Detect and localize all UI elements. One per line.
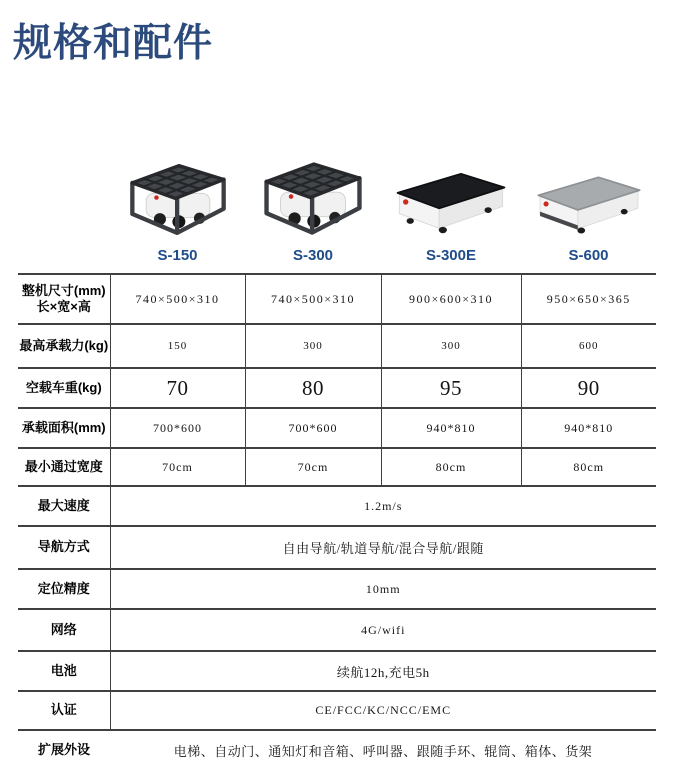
table-row [18, 408, 656, 448]
spec-row-label: 定位精度 [18, 569, 110, 609]
table-row [18, 324, 656, 368]
table-row [18, 526, 656, 569]
table-row [18, 651, 656, 691]
product-name-s150: S-150 [157, 247, 198, 264]
product-s600 [521, 148, 656, 264]
spec-value-cell: 600 [521, 324, 656, 368]
spec-merged-value: 4G/wifi [110, 609, 656, 651]
spec-value-cell: 70cm [110, 448, 245, 486]
spec-value-cell: 150 [110, 324, 245, 368]
spec-merged-value: 10mm [110, 569, 656, 609]
table-row [18, 274, 656, 324]
table-row [18, 368, 656, 408]
spec-row-label: 网络 [18, 609, 110, 651]
spec-value-cell: 95 [381, 368, 521, 408]
spec-row-label-line1: 整机尺寸(mm) [21, 282, 106, 298]
spec-row-label: 承载面积(mm) [18, 408, 110, 448]
spec-row-label: 扩展外设 [18, 730, 110, 770]
product-s150 [110, 148, 245, 264]
table-row [18, 448, 656, 486]
spec-table [18, 273, 656, 770]
spec-value-cell: 70cm [245, 448, 381, 486]
spec-row-label: 空载车重(kg) [18, 368, 110, 408]
product-row [110, 148, 656, 264]
table-row [18, 730, 656, 770]
spec-value-cell: 740×500×310 [245, 274, 381, 324]
spec-row-label: 最小通过宽度 [18, 448, 110, 486]
flat-robot-black-icon [392, 163, 510, 240]
spec-value-cell: 740×500×310 [110, 274, 245, 324]
spec-row-label: 认证 [18, 691, 110, 730]
spec-value-cell: 950×650×365 [521, 274, 656, 324]
spec-value-cell: 300 [245, 324, 381, 368]
spec-row-label: 最大速度 [18, 486, 110, 526]
spec-row-label: 电池 [18, 651, 110, 691]
flat-robot-gray-image [531, 148, 647, 240]
spec-merged-value: 电梯、自动门、通知灯和音箱、呼叫器、跟随手环、辊筒、箱体、货架 [110, 730, 656, 770]
spec-merged-value: 1.2m/s [110, 486, 656, 526]
spec-row-label: 最高承载力(kg) [18, 324, 110, 368]
table-row [18, 486, 656, 526]
table-row [18, 569, 656, 609]
product-name-s300e: S-300E [425, 247, 477, 264]
spec-merged-value: 自由导航/轨道导航/混合导航/跟随 [110, 526, 656, 569]
spec-value-cell: 70 [110, 368, 245, 408]
flat-robot-black-image [392, 148, 510, 240]
spec-value-cell: 940*810 [521, 408, 656, 448]
spec-row-label [18, 274, 110, 324]
product-s300e [381, 148, 521, 264]
spec-value-cell: 90 [521, 368, 656, 408]
spec-merged-value: 续航12h,充电5h [110, 651, 656, 691]
spec-value-cell: 700*600 [110, 408, 245, 448]
spec-value-cell: 80cm [521, 448, 656, 486]
product-s300 [245, 148, 381, 264]
product-name-s600: S-600 [568, 247, 609, 264]
spec-value-cell: 700*600 [245, 408, 381, 448]
spec-merged-value: CE/FCC/KC/NCC/EMC [110, 691, 656, 730]
spec-row-label: 导航方式 [18, 526, 110, 569]
rack-robot-image [256, 148, 370, 240]
spec-row-label-line2: 长×宽×高 [36, 299, 91, 314]
spec-value-cell: 900×600×310 [381, 274, 521, 324]
rack-robot-icon [122, 156, 234, 240]
rack-robot-icon [256, 154, 370, 240]
spec-value-cell: 80cm [381, 448, 521, 486]
spec-value-cell: 80 [245, 368, 381, 408]
rack-robot-image [122, 148, 234, 240]
table-row [18, 609, 656, 651]
table-row [18, 691, 656, 730]
page-title: 规格和配件 [13, 22, 214, 65]
spec-value-cell: 300 [381, 324, 521, 368]
product-name-s300: S-300 [292, 247, 334, 264]
spec-value-cell: 940*810 [381, 408, 521, 448]
flat-robot-gray-icon [531, 167, 647, 240]
